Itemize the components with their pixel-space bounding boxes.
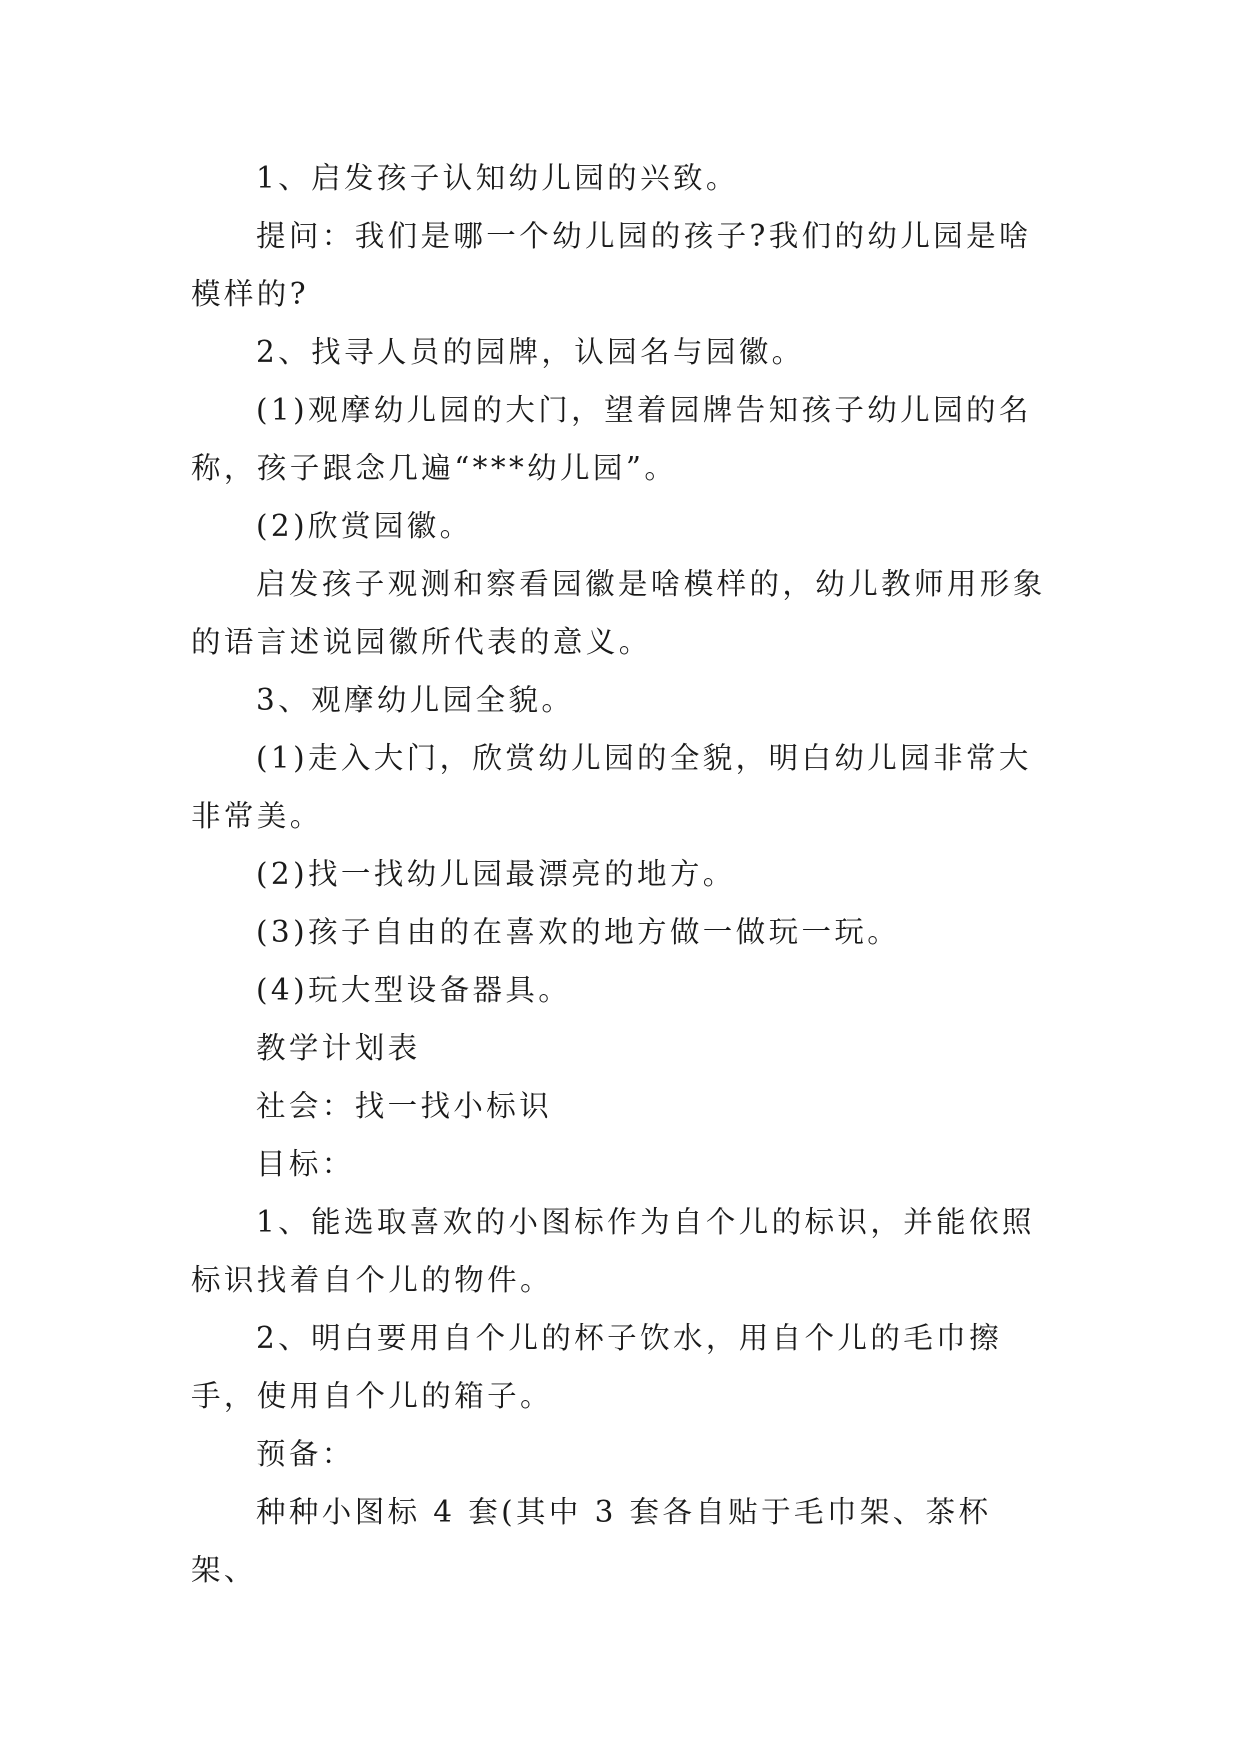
paragraph: 预备： [256, 1437, 355, 1471]
paragraph: 2、找寻人员的园牌，认园名与园徽。 [256, 335, 805, 369]
paragraph: 教学计划表 [256, 1031, 421, 1065]
paragraph: 2、明白要用自个儿的杯子饮水，用自个儿的毛巾擦手，使用自个儿的箱子。 [191, 1321, 1002, 1413]
paragraph: (2)欣赏园徽。 [256, 509, 473, 543]
paragraph: (4)玩大型设备器具。 [256, 973, 572, 1007]
paragraph: (1)走入大门，欣赏幼儿园的全貌，明白幼儿园非常大非常美。 [191, 741, 1032, 833]
paragraph: 1、能选取喜欢的小图标作为自个儿的标识，并能依照标识找着自个儿的物件。 [191, 1205, 1035, 1297]
paragraph: 1、启发孩子认知幼儿园的兴致。 [256, 161, 739, 195]
document-body [191, 149, 1051, 1599]
paragraph: 启发孩子观测和察看园徽是啥模样的，幼儿教师用形象的语言述说园徽所代表的意义。 [191, 567, 1046, 659]
paragraph: 社会：找一找小标识 [256, 1089, 553, 1123]
paragraph: (2)找一找幼儿园最漂亮的地方。 [256, 857, 736, 891]
paragraph: (3)孩子自由的在喜欢的地方做一做玩一玩。 [256, 915, 901, 949]
paragraph: 目标： [256, 1147, 355, 1181]
paragraph: (1)观摩幼儿园的大门，望着园牌告知孩子幼儿园的名称，孩子跟念几遍“***幼儿园”。 [191, 393, 1032, 485]
paragraph: 提问：我们是哪一个幼儿园的孩子?我们的幼儿园是啥模样的? [191, 219, 1032, 311]
paragraph: 3、观摩幼儿园全貌。 [256, 683, 575, 717]
paragraph: 种种小图标 4 套(其中 3 套各自贴于毛巾架、茶杯架、 [191, 1495, 992, 1587]
